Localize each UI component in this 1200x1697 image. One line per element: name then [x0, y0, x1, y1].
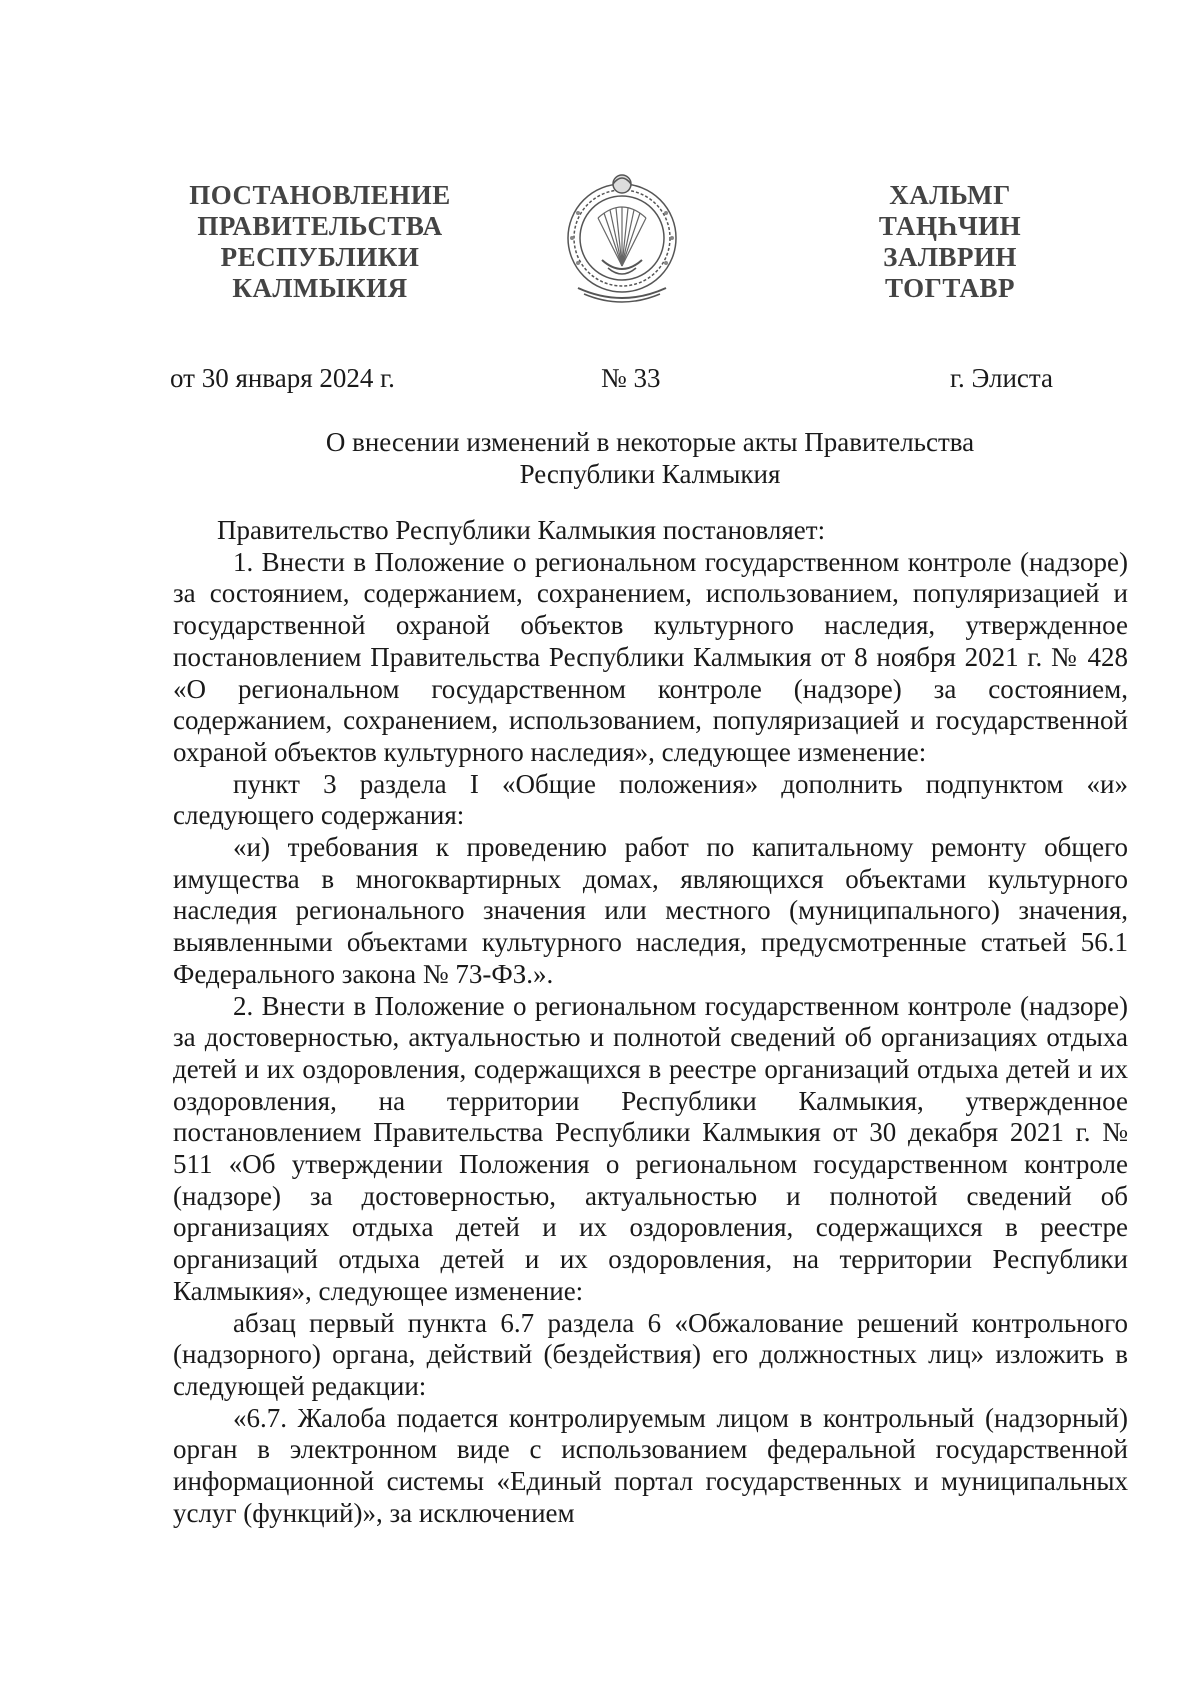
- document-city: г. Элиста: [950, 363, 1054, 393]
- paragraph: «и) требования к проведению работ по капитальному ремонту общего имущества в многоквартирных домах, являющихся объектами культурного наследия регионального значения или местного (муниципального) значения, выявленными объектами культурного наследия, предусмотренные статьей 56.1 Федерального закона № 73-ФЗ.».: [173, 832, 1128, 989]
- header-left-line: ПРАВИТЕЛЬСТВА: [197, 211, 443, 241]
- header-left-russian: [160, 180, 480, 304]
- paragraph: «6.7. Жалоба подается контролируемым лицом в контрольный (надзорный) орган в электронном виде с использованием федеральной государственной информационной системы «Единый портал государственных и муниципальных услуг (функций)», за исключением: [173, 1402, 1128, 1528]
- header-left-line: КАЛМЫКИЯ: [232, 273, 408, 303]
- header-right-line: ЗАЛВРИН: [883, 242, 1017, 272]
- paragraph: пункт 3 раздела I «Общие положения» дополнить подпунктом «и» следующего содержания:: [173, 768, 1128, 831]
- document-body: [173, 515, 1128, 1530]
- header-left-line: ПОСТАНОВЛЕНИЕ: [189, 180, 451, 210]
- header-right-kalmyk: [840, 180, 1060, 304]
- paragraph: 1. Внести в Положение о региональном государственном контроле (надзоре) за состоянием, содержанием, сохранением, использованием, популяризацией и государственной охраной объектов культурного наследия, утвержденное постановлением Правительства Республики Калмыкия от 8 ноября 2021 г. № 428 «О региональном государственном контроле (надзоре) за состоянием, содержанием, сохранением, использованием, популяризацией и государственной охраной объектов культурного наследия», следующее изменение:: [173, 546, 1128, 767]
- document-number: № 33: [601, 363, 661, 393]
- document-date: от 30 января 2024 г.: [170, 363, 395, 393]
- title-line: Республики Калмыкия: [519, 459, 781, 489]
- paragraph: Правительство Республики Калмыкия постановляет:: [217, 515, 826, 545]
- paragraph: абзац первый пункта 6.7 раздела 6 «Обжалование решений контрольного (надзорного) органа, действий (бездействия) его должностных лиц» изложить в следующей редакции:: [173, 1307, 1128, 1401]
- title-line: О внесении изменений в некоторые акты Правительства: [325, 427, 975, 457]
- header-left-line: РЕСПУБЛИКИ: [220, 242, 420, 272]
- paragraph: 2. Внести в Положение о региональном государственном контроле (надзоре) за достоверностью, актуальностью и полнотой сведений об организациях отдыха детей и их оздоровления, содержащихся в реестре организаций отдыха детей и их оздоровления, на территории Республики Калмыкия, утвержденное постановлением Правительства Республики Калмыкия от 30 декабря 2021 г. № 511 «Об утверждении Положения о региональном государственном контроле (надзоре) за достоверностью, актуальностью и полнотой сведений об организациях отдыха детей и их оздоровления, содержащихся в реестре организаций отдыха детей и их оздоровления, на территории Республики Калмыкия», следующее изменение:: [173, 990, 1128, 1306]
- header-right-line: ТОГТАВР: [885, 273, 1015, 303]
- kalmykia-coat-of-arms-icon: [558, 168, 686, 308]
- header-right-line: ХАЛЬМГ: [889, 180, 1011, 210]
- document-title: [170, 426, 1130, 490]
- header-right-line: ТАҢҺЧИН: [878, 211, 1022, 241]
